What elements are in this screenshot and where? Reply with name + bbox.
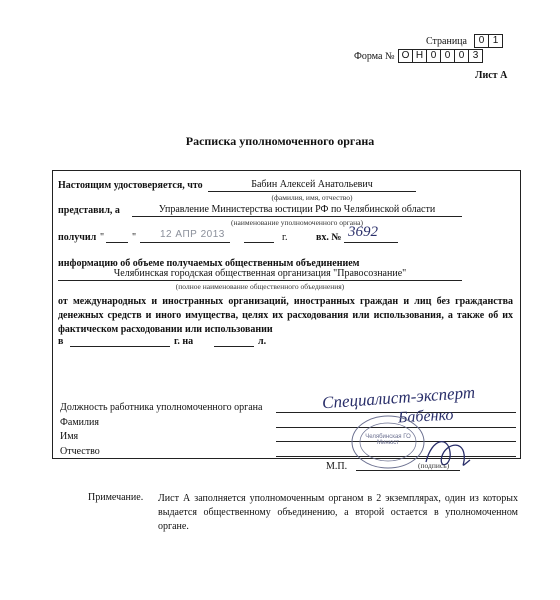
certify-hint: (фамилия, имя, отчество) (271, 193, 353, 202)
received-day-line (106, 242, 128, 243)
page-label: Страница (426, 36, 467, 47)
sheets-line (214, 346, 254, 347)
presented-label: представил, а (58, 205, 120, 216)
info-hint: (полное наименование общественного объединения) (175, 282, 345, 291)
handwritten-position: Специалист-эксперт (321, 382, 476, 413)
note-label: Примечание. (88, 492, 144, 503)
form-digit: 0 (455, 50, 469, 62)
signature-line (356, 470, 460, 471)
patronymic-line (276, 456, 516, 457)
form-digit: 0 (427, 50, 441, 62)
position-label: Должность работника уполномоченного органа (60, 402, 263, 413)
info-label: информацию об объеме получаемых общественным объединением (58, 258, 360, 269)
received-year-line (244, 242, 274, 243)
year-for-label: г. на (174, 336, 194, 347)
certify-label: Настоящим удостоверяется, что (58, 180, 203, 191)
certify-line (208, 191, 416, 192)
form-label: Форма № (354, 51, 395, 62)
received-quote-open: " (100, 232, 105, 243)
presented-hint: (наименование уполномоченного органа) (231, 218, 363, 227)
page-digit: 0 (475, 35, 489, 47)
incoming-line (344, 242, 398, 243)
info-paragraph: от международных и иностранных организаций, иностранных граждан и лиц без гражданства денежных средств и иного имущества, целях их расходования или использования, а также об их фактическом расходовании или использовании (58, 296, 513, 335)
position-line (276, 412, 516, 413)
received-month-line (140, 242, 230, 243)
surname-line (276, 427, 516, 428)
form-digit: О (399, 50, 413, 62)
received-date-stamp: 12 АПР 2013 (160, 229, 225, 240)
handwritten-surname: Бабенко (397, 406, 454, 427)
in-line (70, 346, 170, 347)
surname-label: Фамилия (60, 417, 99, 428)
form-number-boxes (398, 49, 483, 63)
l-label: л. (258, 336, 267, 347)
name-label: Имя (60, 431, 79, 442)
page-digit: 1 (492, 35, 499, 46)
incoming-label: вх. № (316, 232, 342, 243)
form-digit: 3 (472, 50, 479, 61)
patronymic-label: Отчество (60, 446, 100, 457)
certify-value: Бабин Алексей Анатольевич (251, 179, 373, 190)
form-digit: 0 (441, 50, 455, 62)
in-label: в (58, 336, 64, 347)
presented-line (132, 216, 462, 217)
page-number-boxes (474, 34, 503, 48)
form-digit: Н (413, 50, 427, 62)
signature-hint: (подпись) (418, 461, 450, 470)
info-value: Челябинская городская общественная организация "Правосознание" (113, 268, 407, 279)
note-text: Лист А заполняется уполномоченным органом в 2 экземплярах, один из которых выдается общественному объединению, а второй остается в уполномоченном органе. (158, 493, 518, 532)
sheet-label: Лист А (475, 70, 508, 81)
received-year-suffix: г. (282, 232, 288, 243)
info-line (58, 280, 462, 281)
presented-value: Управление Министерства юстиции РФ по Челябинской области (158, 204, 436, 215)
stamp-text: Челябинская ГО Минюст (365, 434, 411, 446)
received-quote-close: " (132, 232, 137, 243)
page-title: Расписка уполномоченного органа (185, 134, 375, 148)
received-label: получил (58, 232, 97, 243)
incoming-number: 3692 (348, 224, 378, 240)
mp-label: М.П. (326, 461, 348, 472)
